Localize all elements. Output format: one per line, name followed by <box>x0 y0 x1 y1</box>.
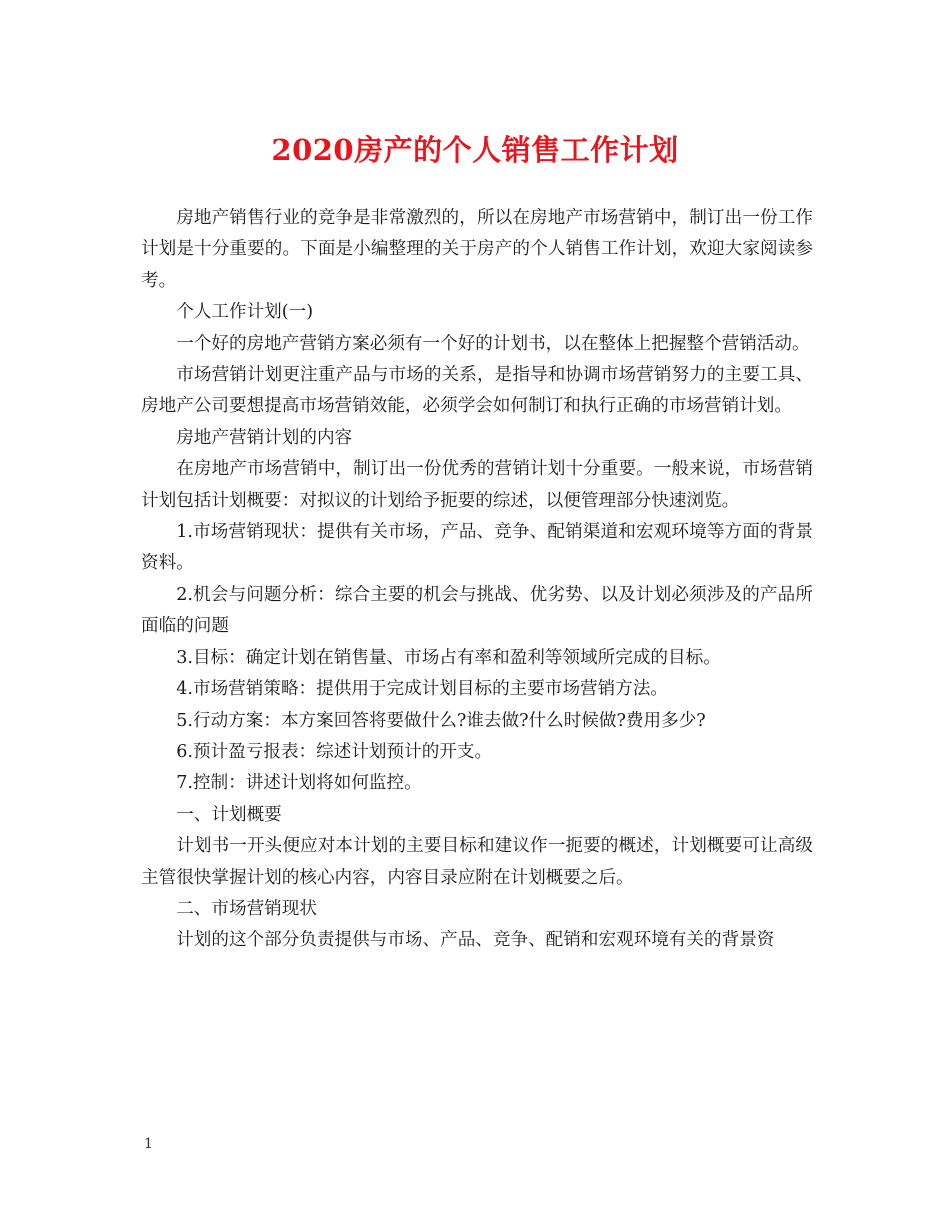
list-item: 3.目标：确定计划在销售量、市场占有率和盈利等领域所完成的目标。 <box>176 647 721 668</box>
paragraph: 市场营销计划更注重产品与市场的关系，是指导和协调市场营销努力的主要工具、房地产公司要想提高市场营销效能，必须学会如何制订和执行正确的市场营销计划。 <box>141 365 813 417</box>
page-number: 1 <box>144 1136 153 1152</box>
paragraph: 计划的这个部分负责提供与市场、产品、竞争、配销和宏观环境有关的背景资 <box>176 930 775 951</box>
document-body <box>141 203 813 957</box>
paragraph: 一个好的房地产营销方案必须有一个好的计划书，以在整体上把握整个营销活动。 <box>176 333 810 354</box>
section-heading: 一、计划概要 <box>176 804 282 825</box>
list-item: 6.预计盈亏报表：综述计划预计的开支。 <box>176 741 493 762</box>
list-item: 5.行动方案：本方案回答将要做什么?谁去做?什么时候做?费用多少? <box>176 710 706 731</box>
section-heading: 二、市场营销现状 <box>176 898 317 919</box>
paragraph: 计划书一开头便应对本计划的主要目标和建议作一扼要的概述，计划概要可让高级主管很快掌握计划的核心内容，内容目录应附在计划概要之后。 <box>141 836 813 888</box>
document-title: 2020房产的个人销售工作计划 <box>271 133 679 167</box>
list-item: 1.市场营销现状：提供有关市场，产品、竞争、配销渠道和宏观环境等方面的背景资料。 <box>141 522 813 574</box>
paragraph: 在房地产市场营销中，制订出一份优秀的营销计划十分重要。一般来说，市场营销计划包括计划概要：对拟议的计划给予扼要的综述，以便管理部分快速浏览。 <box>141 459 813 511</box>
list-item: 4.市场营销策略：提供用于完成计划目标的主要市场营销方法。 <box>176 679 669 700</box>
paragraph-heading-plan-content: 房地产营销计划的内容 <box>176 427 353 448</box>
paragraph-intro: 房地产销售行业的竞争是非常激烈的，所以在房地产市场营销中，制订出一份工作计划是十分重要的。下面是小编整理的关于房产的个人销售工作计划，欢迎大家阅读参考。 <box>141 208 813 291</box>
list-item: 2.机会与问题分析：综合主要的机会与挑战、优劣势、以及计划必须涉及的产品所面临的问题 <box>141 584 813 637</box>
paragraph-heading-plan-one: 个人工作计划(一) <box>176 302 314 323</box>
list-item: 7.控制：讲述计划将如何监控。 <box>176 773 422 794</box>
